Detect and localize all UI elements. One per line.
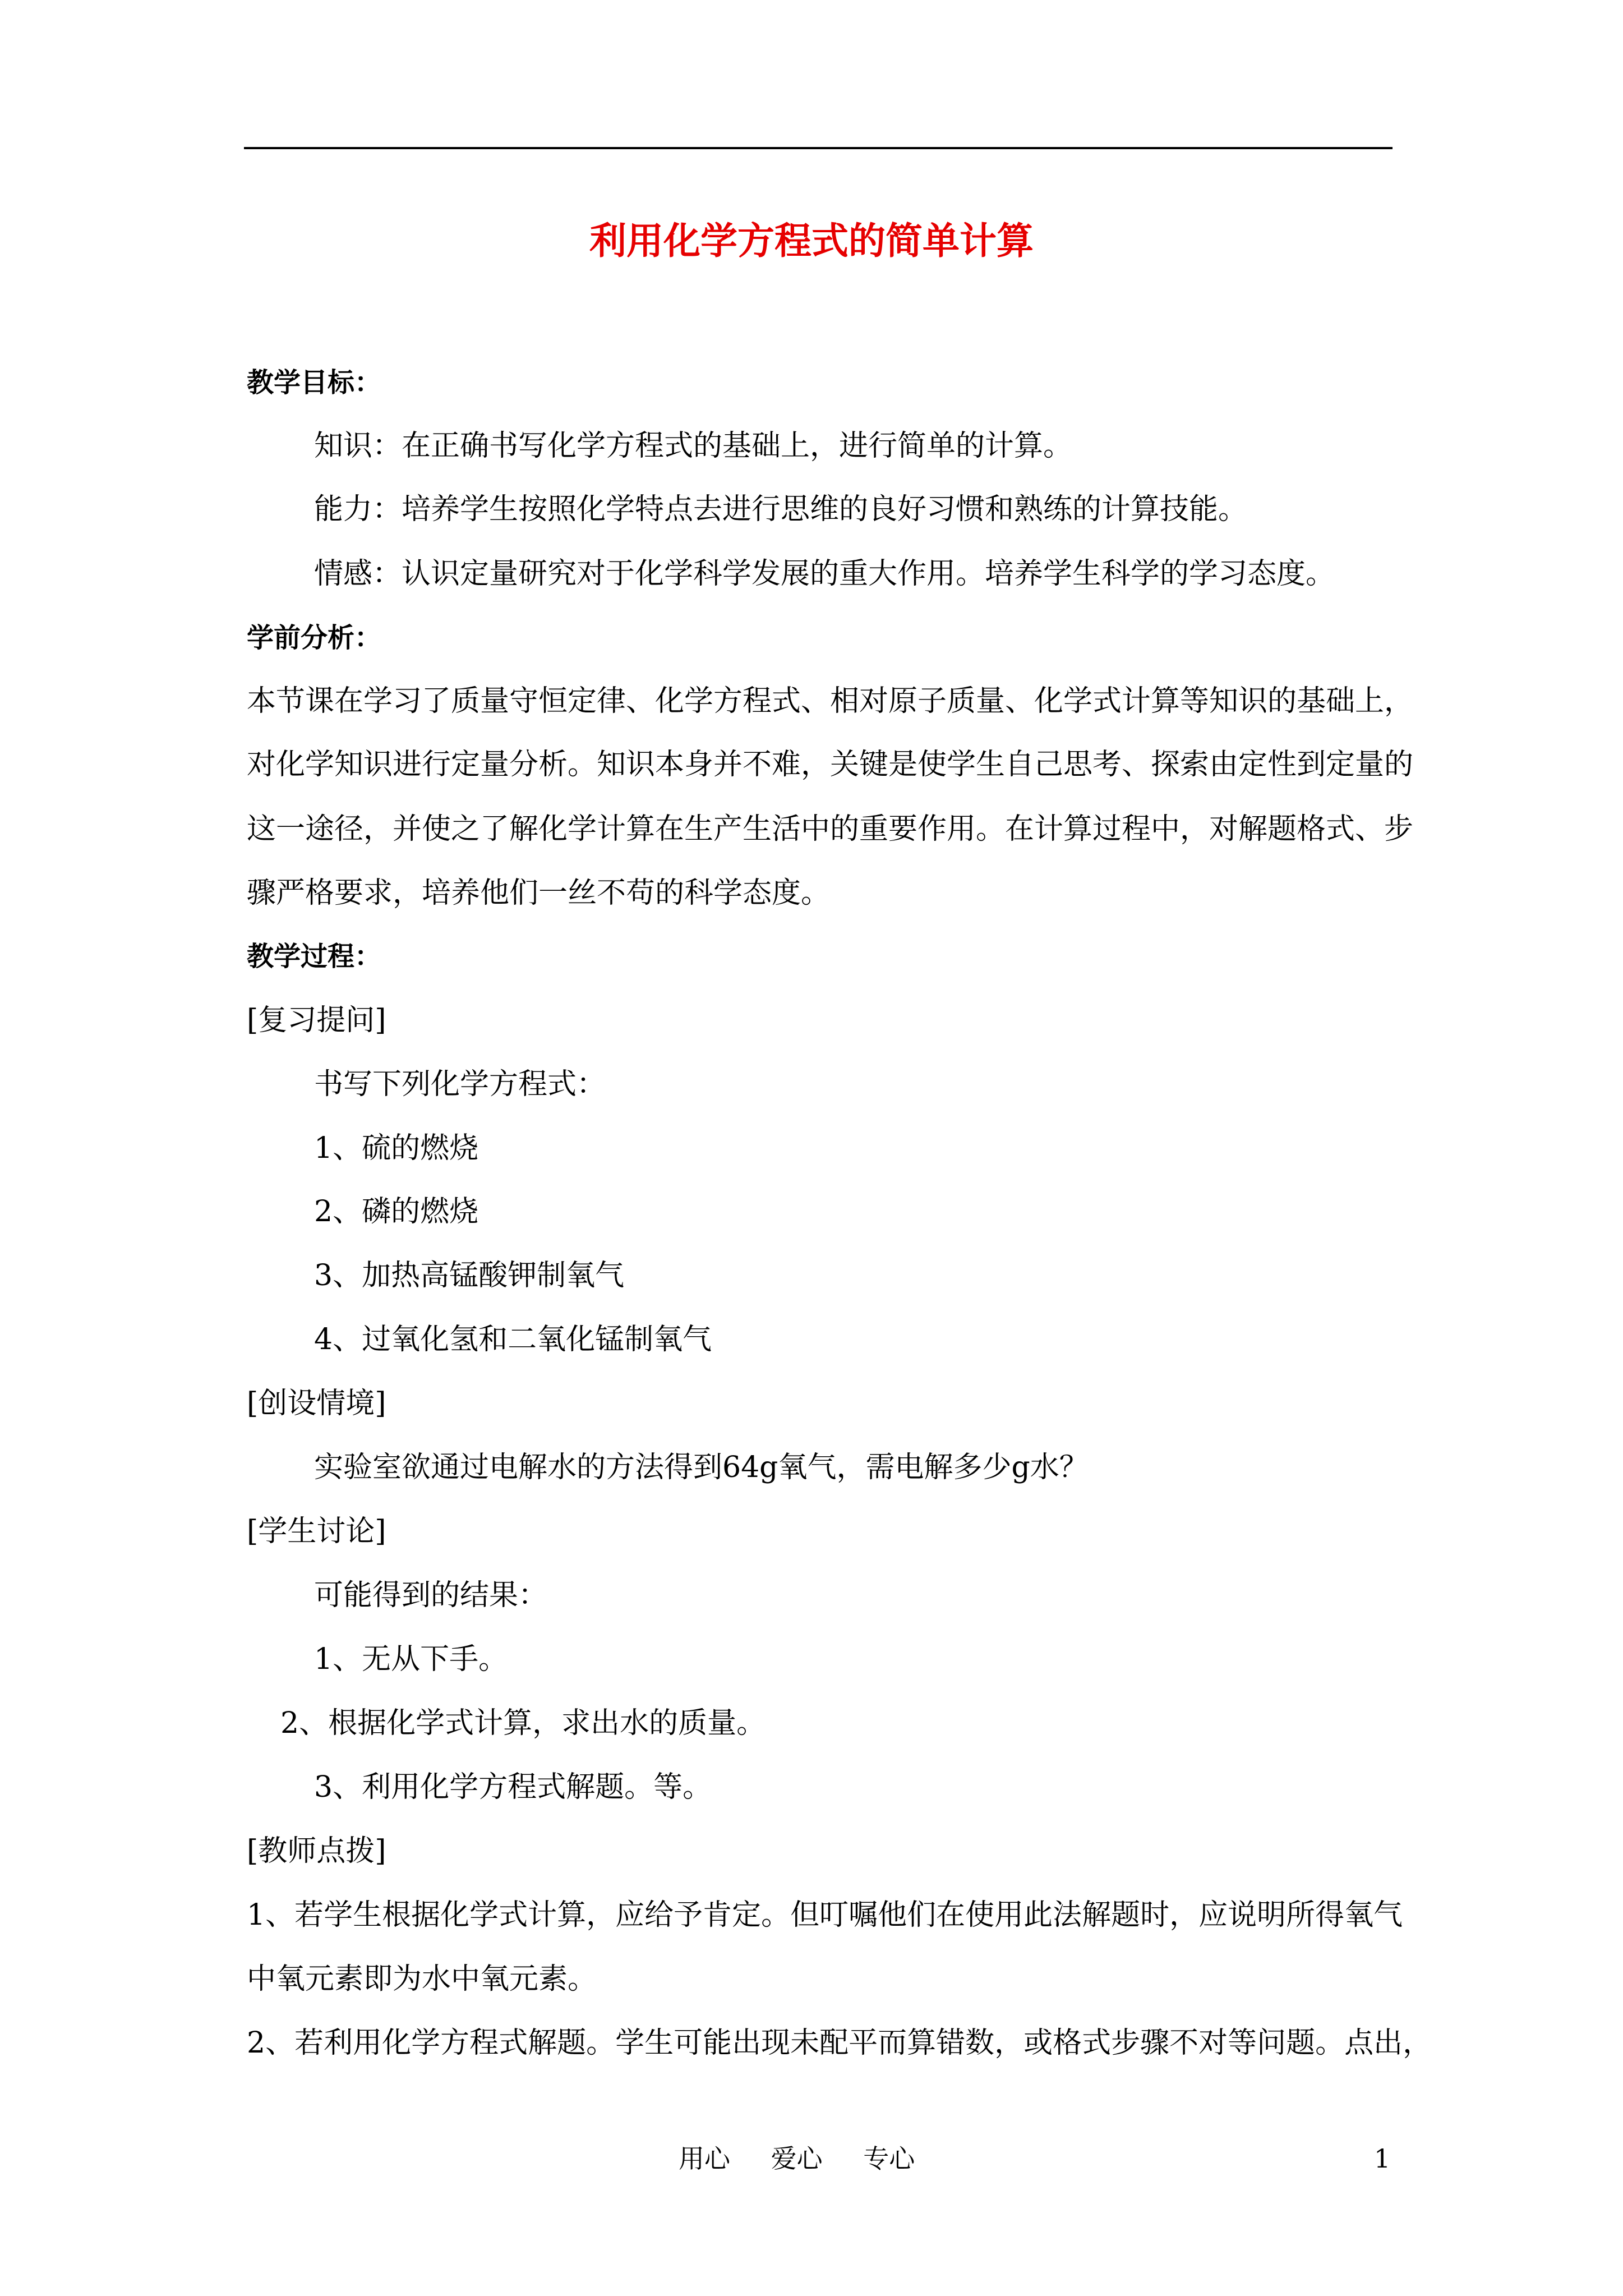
objective-emotion: 情感：认识定量研究对于化学科学发展的重大作用。培养学生科学的学习态度。 xyxy=(314,557,1335,591)
page-footer xyxy=(679,2139,947,2178)
discussion-item-2: 2、根据化学式计算，求出水的质量。 xyxy=(280,1706,766,1740)
review-intro: 书写下列化学方程式： xyxy=(314,1068,606,1101)
scenario-label: [创设情境] xyxy=(247,1387,386,1420)
page-number: 1 xyxy=(1374,2143,1391,2174)
analysis-line-3: 这一途径，并使之了解化学计算在生产生活中的重要作用。在计算过程中，对解题格式、步 xyxy=(247,812,1414,846)
footer-item-aixin: 爱心 xyxy=(771,2143,823,2174)
guidance-line-2: 中氧元素即为水中氧元素。 xyxy=(247,1962,597,1996)
review-label: [复习提问] xyxy=(247,1004,386,1037)
process-heading: 教学过程： xyxy=(247,941,382,972)
scenario-text: 实验室欲通过电解水的方法得到64g氧气，需电解多少g水？ xyxy=(314,1451,1089,1484)
objective-knowledge: 知识：在正确书写化学方程式的基础上，进行简单的计算。 xyxy=(314,429,1073,463)
guidance-line-1: 1、若学生根据化学式计算，应给予肯定。但叮嘱他们在使用此法解题时，应说明所得氧气 xyxy=(247,1898,1403,1932)
footer-item-zhuanxin: 专心 xyxy=(863,2143,915,2174)
discussion-item-1: 1、无从下手。 xyxy=(314,1642,508,1676)
review-item-1: 1、硫的燃烧 xyxy=(314,1131,479,1165)
analysis-line-4: 骤严格要求，培养他们一丝不苟的科学态度。 xyxy=(247,876,831,910)
review-item-2: 2、磷的燃烧 xyxy=(314,1195,479,1228)
objective-ability: 能力：培养学生按照化学特点去进行思维的良好习惯和熟练的计算技能。 xyxy=(314,493,1248,526)
analysis-line-2: 对化学知识进行定量分析。知识本身并不难，关键是使学生自己思考、探索由定性到定量的 xyxy=(247,748,1414,781)
guidance-line-3: 2、若利用化学方程式解题。学生可能出现未配平而算错数，或格式步骤不对等问题。点出， xyxy=(247,2026,1432,2060)
discussion-item-3: 3、利用化学方程式解题。等。 xyxy=(314,1770,712,1804)
review-item-3: 3、加热高锰酸钾制氧气 xyxy=(314,1259,625,1292)
guidance-label: [教师点拨] xyxy=(247,1834,386,1868)
review-item-4: 4、过氧化氢和二氧化锰制氧气 xyxy=(314,1323,712,1356)
objectives-heading: 教学目标： xyxy=(247,367,382,398)
header-rule xyxy=(244,147,1393,149)
analysis-line-1: 本节课在学习了质量守恒定律、化学方程式、相对原子质量、化学式计算等知识的基础上， xyxy=(247,684,1414,718)
document-title: 利用化学方程式的简单计算 xyxy=(589,219,1034,263)
footer-item-yongxin: 用心 xyxy=(679,2143,730,2174)
analysis-heading: 学前分析： xyxy=(247,622,382,654)
discussion-label: [学生讨论] xyxy=(247,1515,386,1548)
discussion-intro: 可能得到的结果： xyxy=(314,1579,548,1612)
